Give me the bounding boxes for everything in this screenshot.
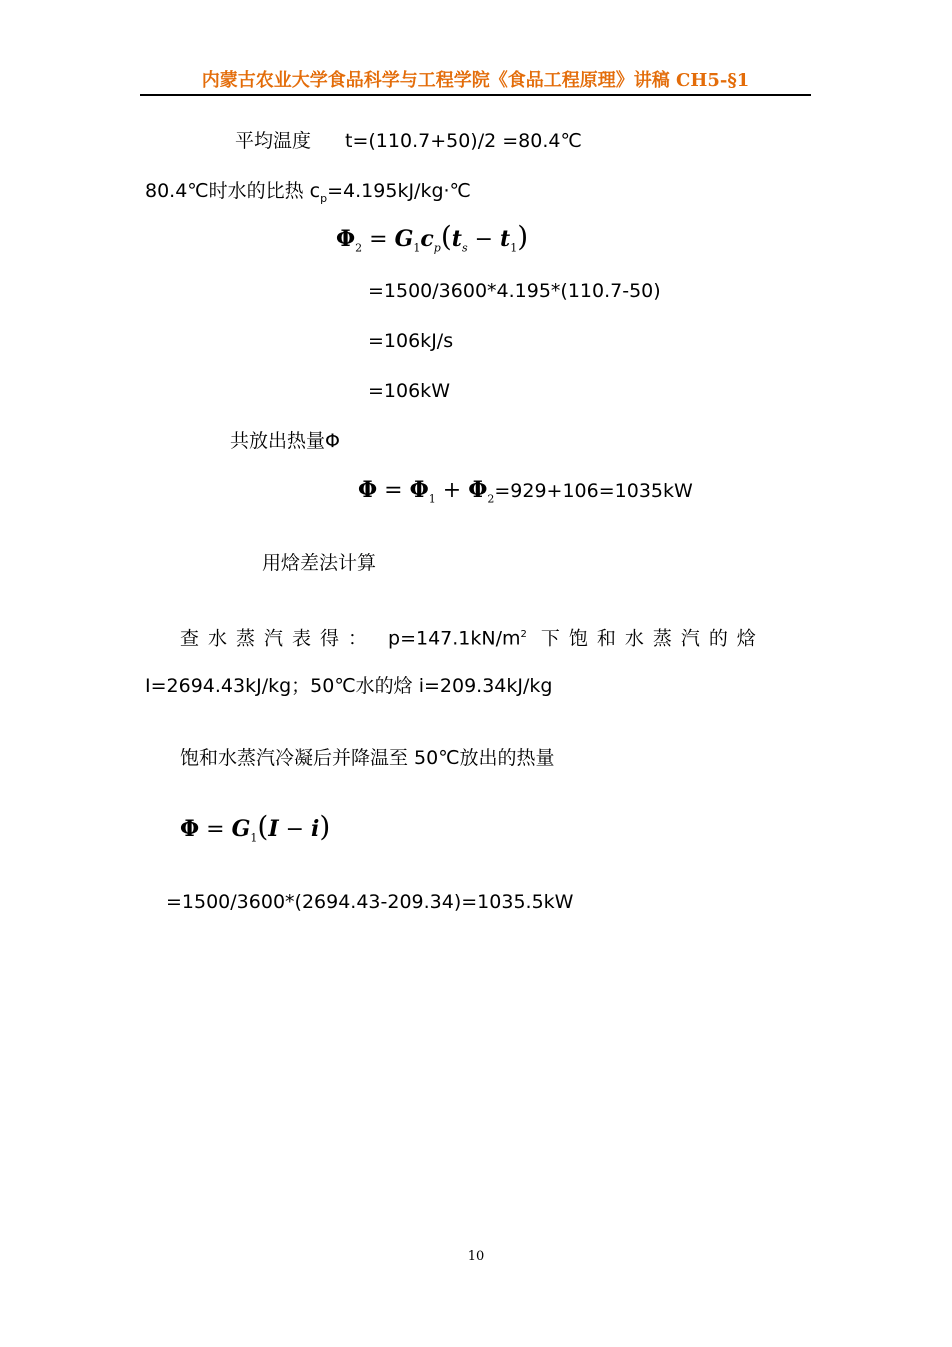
- specific-heat-line: [145, 179, 471, 211]
- lookup-sup: 2: [520, 629, 527, 640]
- avg-temp-line: [235, 129, 582, 153]
- lookup-suffix: 下饱和水蒸汽的焓: [540, 627, 765, 650]
- avg-temp-label: 平均温度: [235, 130, 312, 152]
- total-heat-label: 共放出热量Φ: [230, 430, 340, 452]
- page-header: 内蒙古农业大学食品科学与工程学院《食品工程原理》讲稿 CH5-§1: [201, 70, 750, 91]
- specific-heat-text: 80.4℃时水的比热 c: [145, 180, 321, 202]
- enthalpy-method-heading: 用焓差法计算: [262, 552, 377, 574]
- total-heat-value: =929+106=1035kW: [494, 480, 693, 502]
- phi2-result-kjs: =106kJ/s: [368, 330, 454, 352]
- phi2-result-kw: =106kW: [368, 380, 450, 402]
- formula-phi-enthalpy: $\Phi = G_1(I - i)$: [180, 810, 331, 845]
- formula-phi-total: $\Phi = \Phi_1 + \Phi_2=929+106=1035kW$: [358, 477, 693, 506]
- lookup-pressure: p=147.1kN/m: [388, 627, 521, 650]
- formula-phi2: $\Phi_2 = G_1c_p(t_s - t_1)$: [336, 220, 529, 255]
- page-number: 10: [467, 1249, 485, 1264]
- avg-temp-expr: t=(110.7+50)/2 =80.4℃: [345, 130, 582, 152]
- condense-label: 饱和水蒸汽冷凝后并降温至 50℃放出的热量: [180, 747, 555, 769]
- lookup-prefix: 查水蒸汽表得：: [180, 627, 377, 650]
- specific-heat-value: =4.195kJ/kg·℃: [327, 180, 471, 202]
- final-calc: =1500/3600*(2694.43-209.34)=1035.5kW: [166, 891, 574, 913]
- phi2-calc: =1500/3600*4.195*(110.7-50): [368, 280, 661, 302]
- enthalpy-values: I=2694.43kJ/kg；50℃水的焓 i=209.34kJ/kg: [145, 675, 553, 697]
- lookup-line: [180, 623, 808, 650]
- header-divider: [140, 94, 811, 96]
- specific-heat-sub: p: [320, 191, 328, 205]
